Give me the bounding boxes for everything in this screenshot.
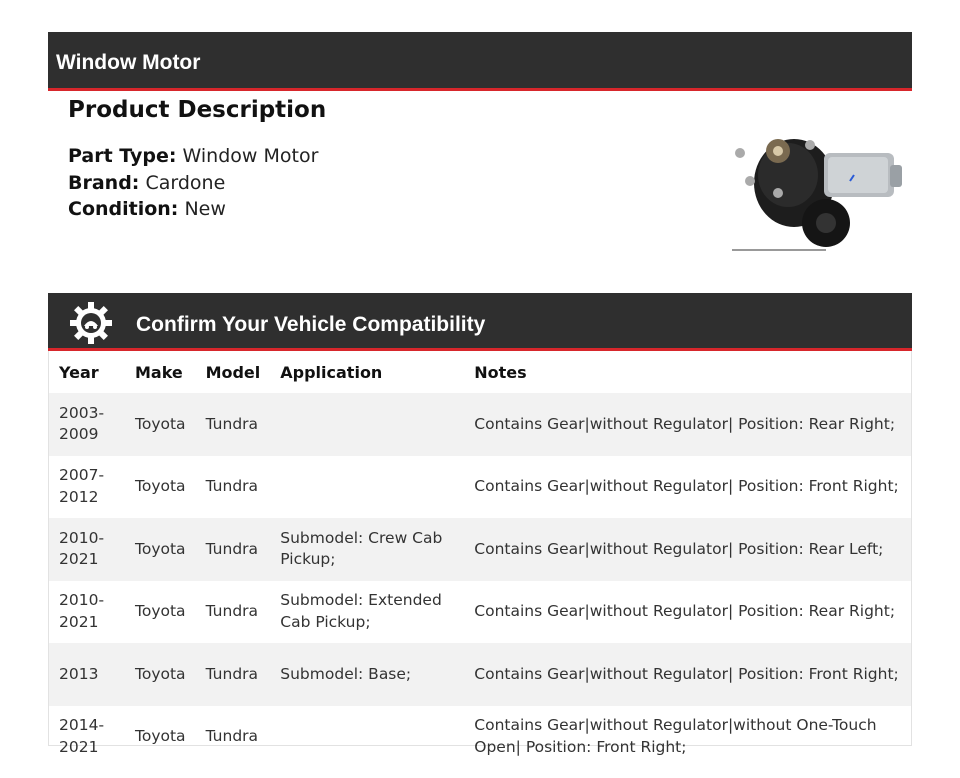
table-row (49, 393, 911, 456)
cell-year: 2010-2021 (59, 591, 105, 631)
condition-row (68, 196, 326, 223)
cell-year: 2010-2021 (49, 518, 125, 581)
cell-notes: Contains Gear|without Regulator| Position: Rear Right; (474, 602, 896, 620)
cell-model: Tundra (205, 726, 259, 745)
compatibility-bar (48, 293, 912, 351)
cell-make: Toyota (135, 726, 186, 745)
cell-make: Toyota (125, 518, 196, 581)
cell-notes: Contains Gear|without Regulator| Position: Front Right; (464, 643, 911, 706)
cell-make: Toyota (135, 477, 186, 495)
cell-application: Submodel: Extended Cab Pickup; (280, 591, 442, 631)
table-row (49, 706, 911, 768)
part-type-row (68, 143, 326, 170)
brand-value: Cardone (145, 171, 226, 194)
description-heading: Product Description (68, 97, 327, 123)
col-application: Application (280, 362, 383, 382)
table-row (49, 518, 911, 581)
col-model: Model (205, 362, 261, 382)
cell-model: Tundra (196, 518, 271, 581)
cell-model: Tundra (196, 393, 271, 456)
brand-row (68, 170, 326, 197)
cell-notes: Contains Gear|without Regulator| Position: Rear Left; (464, 518, 911, 581)
cell-application: Submodel: Crew Cab Pickup; (270, 518, 464, 581)
condition-label: Condition: (68, 198, 179, 220)
cell-application (270, 456, 464, 519)
table-header-row (49, 351, 911, 393)
cell-notes: Contains Gear|without Regulator| Position: Front Right; (474, 477, 899, 495)
condition-value: New (184, 198, 226, 220)
product-title: Window Motor (56, 51, 201, 74)
cell-make: Toyota (125, 393, 196, 456)
part-type-value: Window Motor (182, 145, 319, 167)
cell-application: Submodel: Base; (270, 643, 464, 706)
cell-year: 2014-2021 (59, 716, 105, 756)
cell-model: Tundra (205, 602, 259, 620)
part-type-label: Part Type: (68, 145, 177, 167)
table-row (49, 456, 911, 519)
brand-label: Brand: (68, 171, 140, 194)
product-description (68, 97, 326, 223)
cell-application (270, 393, 464, 456)
table-row (49, 643, 911, 706)
product-title-bar (48, 32, 912, 91)
gear-car-icon (68, 300, 114, 346)
table-row (49, 581, 911, 644)
cell-model: Tundra (205, 477, 259, 495)
cell-year: 2013 (49, 643, 125, 706)
cell-year: 2007-2012 (59, 466, 105, 506)
cell-year: 2003-2009 (49, 393, 125, 456)
cell-make: Toyota (135, 602, 186, 620)
col-notes: Notes (474, 362, 527, 382)
cell-notes: Contains Gear|without Regulator|without One-Touch Open| Position: Front Right; (474, 716, 877, 756)
cell-model: Tundra (196, 643, 271, 706)
window-motor-image (728, 103, 908, 253)
cell-notes: Contains Gear|without Regulator| Position: Rear Right; (464, 393, 911, 456)
compatibility-title: Confirm Your Vehicle Compatibility (136, 313, 486, 336)
col-year: Year (59, 362, 99, 382)
compatibility-table (48, 351, 912, 756)
cell-make: Toyota (125, 643, 196, 706)
col-make: Make (135, 362, 183, 382)
cell-application (270, 706, 464, 768)
